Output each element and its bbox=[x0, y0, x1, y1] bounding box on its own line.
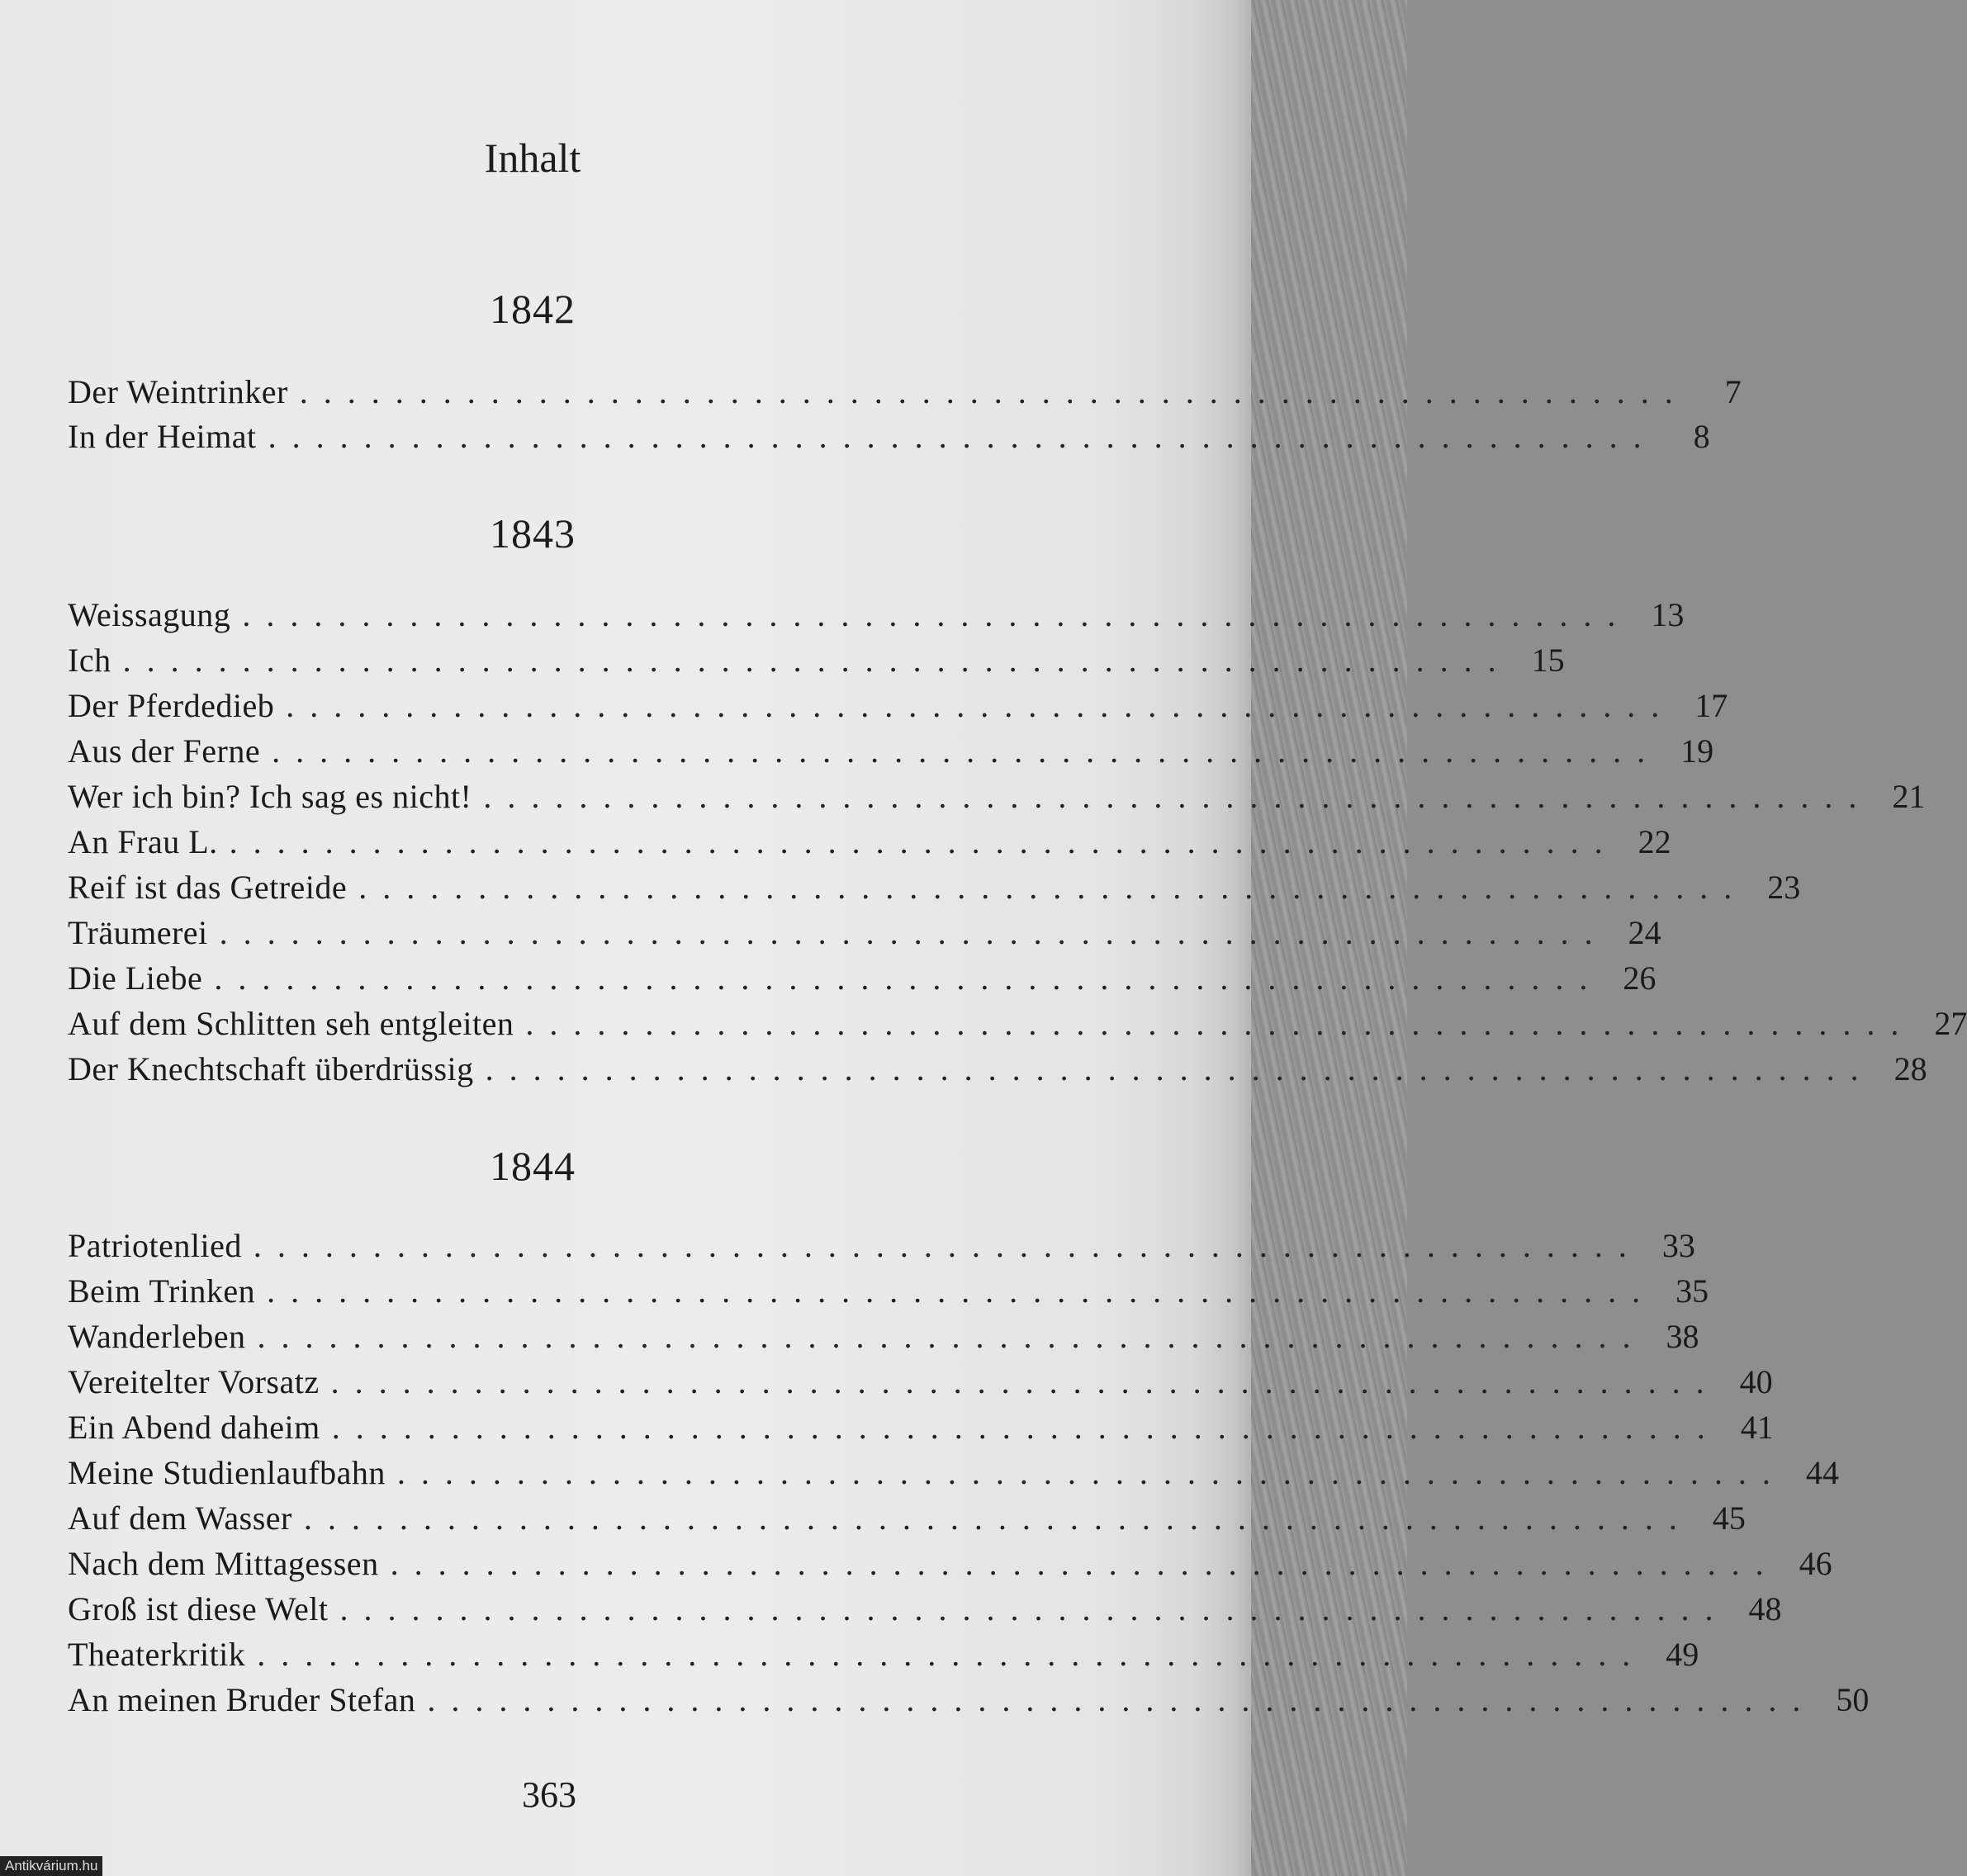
entry-page: 50 bbox=[1836, 1681, 1870, 1718]
toc-entry bbox=[68, 1004, 1967, 1049]
entry-title: Auf dem Schlitten seh entgleiten bbox=[68, 1005, 514, 1042]
entry-title: Patriotenlied bbox=[68, 1227, 242, 1264]
dot-leader: .......................................................... bbox=[299, 373, 1689, 410]
entry-title: Groß ist diese Welt bbox=[68, 1590, 329, 1627]
dot-leader: .......................................................... bbox=[358, 869, 1748, 906]
entry-page: 35 bbox=[1676, 1272, 1709, 1310]
entry-page: 24 bbox=[1628, 914, 1661, 951]
dot-leader: .......................................................... bbox=[268, 418, 1657, 455]
toc-entry bbox=[68, 1226, 1695, 1271]
entry-title: Nach dem Mittagessen bbox=[68, 1545, 379, 1582]
dot-leader: .......................................................... bbox=[242, 596, 1632, 633]
dot-leader: .......................................................... bbox=[303, 1499, 1693, 1537]
entry-title: Vereitelter Vorsatz bbox=[68, 1363, 320, 1400]
dot-leader: .......................................................... bbox=[122, 642, 1512, 679]
dot-leader: .......................................................... bbox=[396, 1454, 1786, 1491]
toc-entry bbox=[68, 1680, 1870, 1725]
toc-entry bbox=[68, 913, 1661, 958]
dot-leader: .......................................................... bbox=[330, 1363, 1720, 1400]
toc-entry bbox=[68, 686, 1728, 731]
entry-page: 26 bbox=[1623, 959, 1657, 997]
toc-entry bbox=[68, 777, 1926, 822]
toc-entry bbox=[68, 1499, 1746, 1543]
entry-title: Wanderleben bbox=[68, 1318, 246, 1355]
dot-leader: .......................................................... bbox=[257, 1318, 1647, 1355]
entry-page: 21 bbox=[1892, 778, 1926, 815]
entry-page: 19 bbox=[1680, 732, 1714, 770]
entry-title: Die Liebe bbox=[68, 959, 203, 997]
toc-entry bbox=[68, 1408, 1774, 1452]
toc-entry bbox=[68, 372, 1742, 417]
entry-page: 48 bbox=[1748, 1590, 1782, 1627]
toc-entry bbox=[68, 868, 1801, 912]
entry-page: 13 bbox=[1651, 596, 1685, 633]
entry-title: An meinen Bruder Stefan bbox=[68, 1681, 416, 1718]
entry-title: Der Knechtschaft überdrüssig bbox=[68, 1050, 474, 1087]
entry-page: 28 bbox=[1894, 1050, 1927, 1087]
entry-page: 49 bbox=[1666, 1636, 1699, 1673]
toc-entry bbox=[68, 1317, 1699, 1362]
entry-title: Ich bbox=[68, 642, 111, 679]
dot-leader: .......................................................... bbox=[339, 1590, 1729, 1627]
entry-page: 23 bbox=[1767, 869, 1801, 906]
dot-leader: .......................................................... bbox=[272, 732, 1661, 770]
entry-title: Reif ist das Getreide bbox=[68, 869, 348, 906]
dot-leader: .......................................................... bbox=[331, 1409, 1721, 1446]
dot-leader: .......................................................... bbox=[390, 1545, 1780, 1582]
dot-leader: .......................................................... bbox=[229, 823, 1619, 860]
toc-entry bbox=[68, 1589, 1782, 1634]
toc-entry bbox=[68, 822, 1671, 867]
entry-title: Auf dem Wasser bbox=[68, 1499, 292, 1537]
dot-leader: .......................................................... bbox=[427, 1681, 1817, 1718]
entry-page: 15 bbox=[1531, 642, 1565, 679]
section-year: 1844 bbox=[490, 1143, 576, 1189]
entry-page: 27 bbox=[1934, 1005, 1967, 1042]
toc-entry bbox=[68, 1544, 1832, 1589]
entry-title: Beim Trinken bbox=[68, 1272, 256, 1310]
dot-leader: .......................................................... bbox=[525, 1005, 1915, 1042]
entry-page: 17 bbox=[1694, 687, 1728, 724]
toc-entry bbox=[68, 1453, 1839, 1498]
entry-title: In der Heimat bbox=[68, 418, 257, 455]
entry-title: Meine Studienlaufbahn bbox=[68, 1454, 386, 1491]
section-year: 1843 bbox=[490, 510, 576, 557]
dot-leader: .......................................................... bbox=[485, 1050, 1875, 1087]
dot-leader: .......................................................... bbox=[257, 1636, 1647, 1673]
toc-entry bbox=[68, 417, 1710, 462]
dot-leader: .......................................................... bbox=[214, 959, 1604, 997]
entry-title: Ein Abend daheim bbox=[68, 1409, 320, 1446]
entry-title: Der Weintrinker bbox=[68, 373, 288, 410]
toc-entry bbox=[68, 1635, 1699, 1679]
entry-title: Wer ich bin? Ich sag es nicht! bbox=[68, 778, 472, 815]
dot-leader: .......................................................... bbox=[286, 687, 1676, 724]
dot-leader: .......................................................... bbox=[253, 1227, 1642, 1264]
toc-entry bbox=[68, 595, 1685, 640]
entry-page: 40 bbox=[1739, 1363, 1773, 1400]
watermark: Antikvárium.hu bbox=[0, 1856, 102, 1876]
entry-page: 44 bbox=[1805, 1454, 1839, 1491]
entry-page: 33 bbox=[1661, 1227, 1695, 1264]
entry-page: 7 bbox=[1724, 373, 1742, 410]
entry-page: 46 bbox=[1799, 1545, 1832, 1582]
entry-page: 8 bbox=[1693, 418, 1710, 455]
entry-title: An Frau L. bbox=[68, 823, 218, 860]
page-number: 363 bbox=[522, 1774, 576, 1815]
entry-title: Aus der Ferne bbox=[68, 732, 261, 770]
toc-entry bbox=[68, 641, 1565, 685]
toc-entry bbox=[68, 1272, 1709, 1316]
toc-entry bbox=[68, 1049, 1927, 1094]
entry-page: 41 bbox=[1740, 1409, 1774, 1446]
entry-title: Träumerei bbox=[68, 914, 208, 951]
dot-leader: .......................................................... bbox=[483, 778, 1873, 815]
entry-title: Weissagung bbox=[68, 596, 231, 633]
entry-title: Theaterkritik bbox=[68, 1636, 246, 1673]
entry-page: 45 bbox=[1712, 1499, 1746, 1537]
entry-page: 22 bbox=[1638, 823, 1671, 860]
dot-leader: .......................................................... bbox=[267, 1272, 1657, 1310]
toc-entry bbox=[68, 732, 1714, 776]
entry-page: 38 bbox=[1666, 1318, 1699, 1355]
toc-entry bbox=[68, 959, 1657, 1003]
toc-entry bbox=[68, 1362, 1773, 1407]
entry-title: Der Pferdedieb bbox=[68, 687, 275, 724]
page-title: Inhalt bbox=[484, 135, 581, 181]
section-year: 1842 bbox=[490, 286, 576, 332]
dot-leader: .......................................................... bbox=[219, 914, 1609, 951]
